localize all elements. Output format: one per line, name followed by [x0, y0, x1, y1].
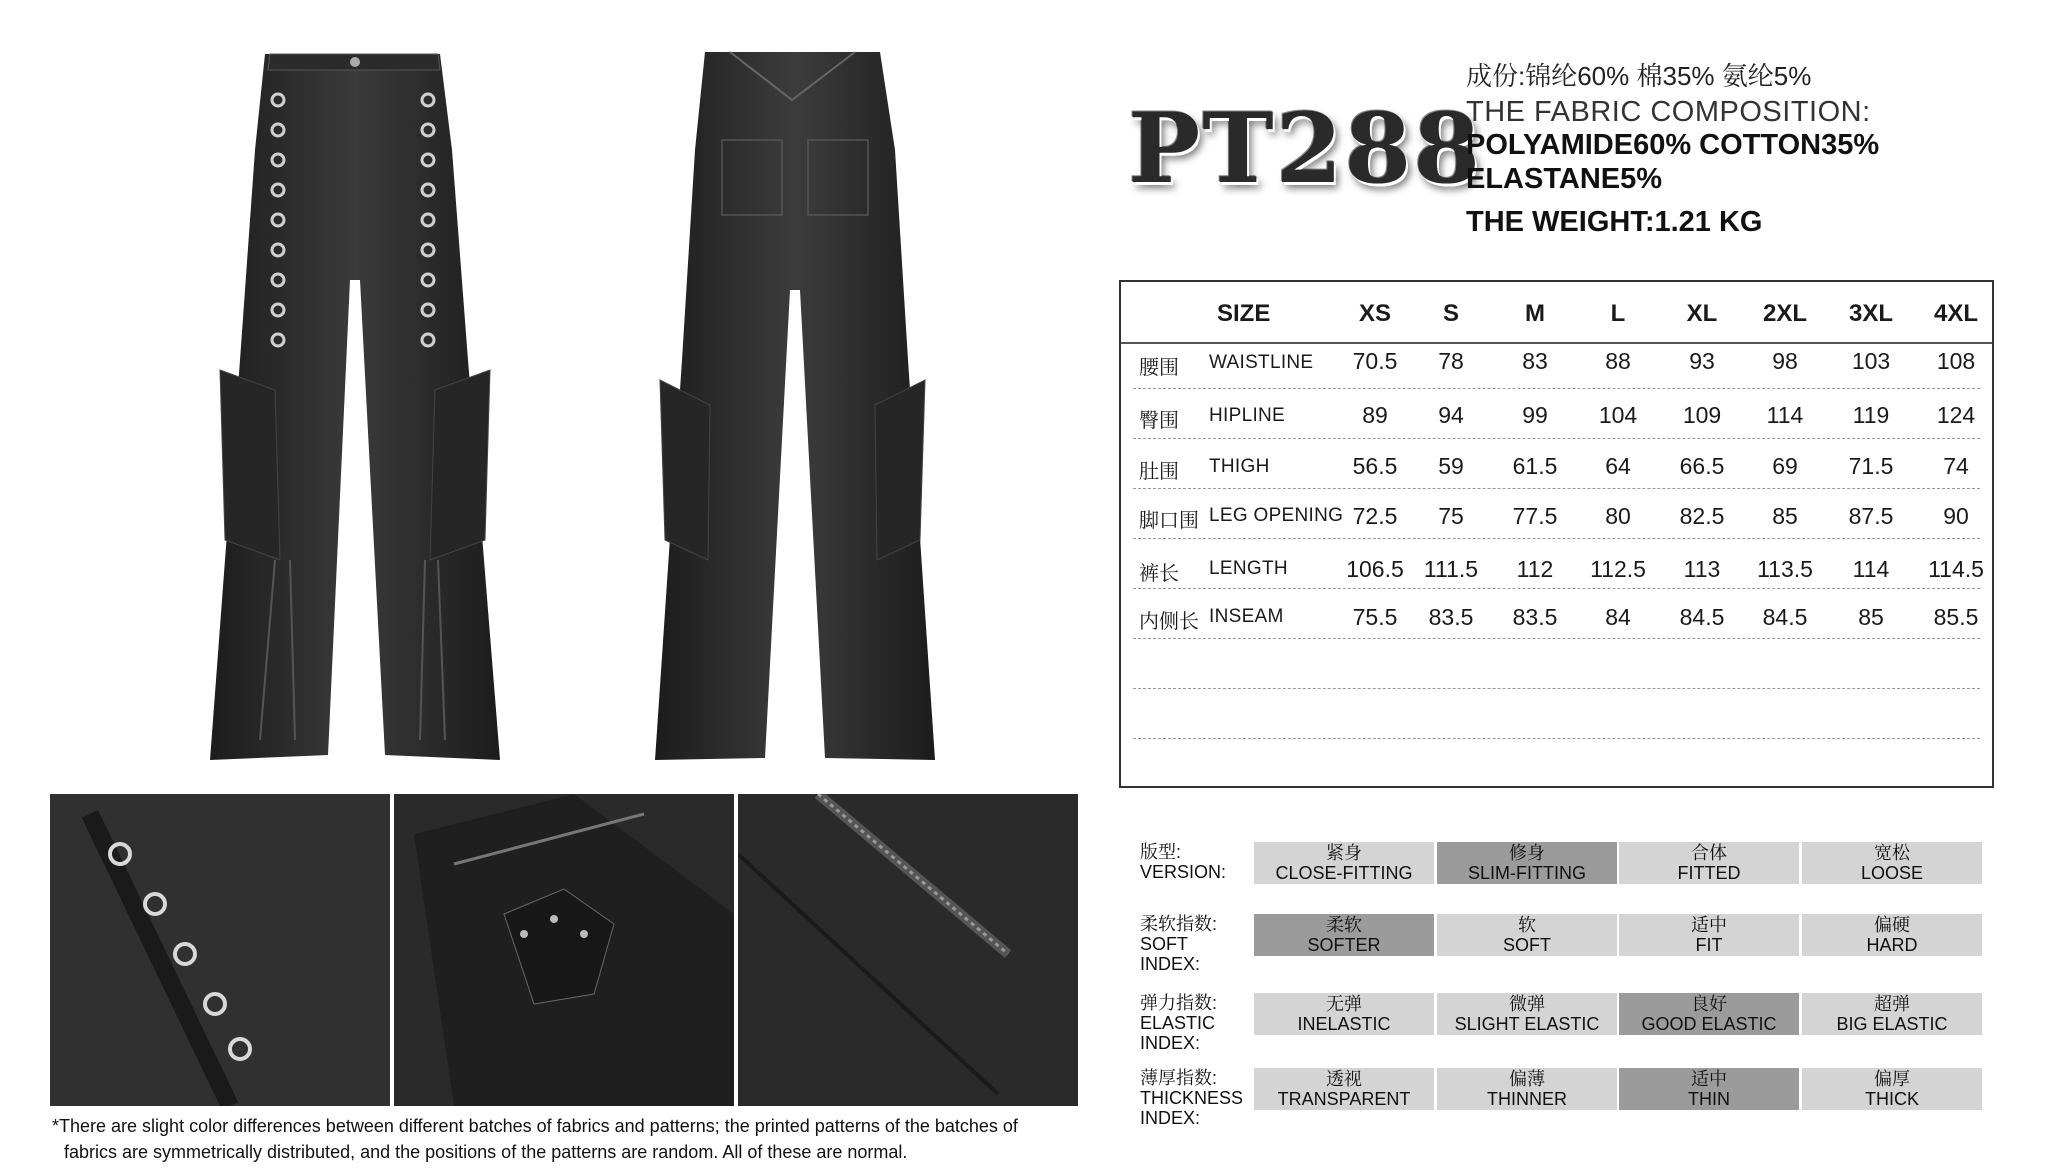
row-label-en: HIPLINE — [1209, 405, 1286, 426]
option-good-elastic — [1619, 993, 1799, 1035]
table-cell: 61.5 — [1512, 453, 1558, 479]
option-cn: 偏厚 — [1874, 1069, 1910, 1089]
row-divider — [1133, 438, 1980, 439]
feature-label-cn: 弹力指数: — [1140, 993, 1218, 1013]
option-en: FIT — [1695, 935, 1723, 955]
composition-label: THE FABRIC COMPOSITION: — [1466, 96, 1871, 128]
table-cell: 74 — [1943, 453, 1969, 479]
table-cell: 80 — [1605, 503, 1631, 529]
option-soft — [1437, 914, 1617, 956]
table-cell: 59 — [1438, 453, 1464, 479]
table-cell: 56.5 — [1352, 453, 1398, 479]
table-cell: 98 — [1772, 348, 1798, 374]
table-cell: 94 — [1438, 402, 1464, 428]
table-cell: 66.5 — [1679, 453, 1725, 479]
product-code: PT288 — [1128, 92, 1483, 205]
row-divider — [1133, 388, 1980, 389]
table-cell: 85 — [1858, 604, 1884, 630]
option-cn: 超弹 — [1874, 994, 1910, 1014]
row-label-cn: 裤长 — [1139, 563, 1179, 585]
table-cell: 70.5 — [1352, 348, 1398, 374]
table-cell: 112 — [1516, 556, 1554, 582]
option-slim-fitting — [1437, 842, 1617, 884]
table-cell: 78 — [1438, 348, 1464, 374]
table-cell: 88 — [1605, 348, 1631, 374]
option-en: TRANSPARENT — [1277, 1089, 1411, 1109]
back-view-photo — [650, 40, 960, 760]
table-cell: 114.5 — [1928, 556, 1984, 582]
table-cell: 85.5 — [1933, 604, 1979, 630]
option-en: CLOSE-FITTING — [1275, 863, 1413, 883]
note-line-2: fabrics are symmetrically distributed, and the positions of the patterns are random. All of these are normal. — [64, 1142, 908, 1162]
composition-values — [1466, 128, 1986, 196]
table-cell: 112.5 — [1590, 556, 1646, 582]
table-cell: 109 — [1682, 402, 1722, 428]
table-cell: 83.5 — [1428, 604, 1474, 630]
composition-line-1: POLYAMIDE60% COTTON35% — [1466, 129, 1880, 161]
table-cell: 89 — [1362, 402, 1388, 428]
table-cell: 113 — [1683, 556, 1721, 582]
option-fit — [1619, 914, 1799, 956]
size-l: L — [1610, 300, 1626, 327]
table-cell: 99 — [1522, 402, 1548, 428]
table-cell: 71.5 — [1848, 453, 1894, 479]
table-cell: 104 — [1598, 402, 1638, 428]
table-cell: 113.5 — [1757, 556, 1813, 582]
size-xs: XS — [1358, 300, 1391, 327]
feature-label — [1140, 1068, 1243, 1128]
table-cell: 72.5 — [1352, 503, 1398, 529]
table-cell: 108 — [1936, 348, 1976, 374]
option-cn: 适中 — [1691, 1069, 1727, 1089]
row-divider — [1133, 588, 1980, 589]
option-cn: 软 — [1518, 915, 1536, 935]
feature-label — [1140, 914, 1217, 974]
pants-back-image — [650, 40, 960, 760]
table-cell: 124 — [1936, 402, 1976, 428]
detail-photo-pocket — [394, 794, 734, 1106]
feature-label-en: SOFT — [1140, 934, 1188, 954]
feature-label-en: INDEX: — [1140, 1108, 1201, 1128]
row-divider — [1133, 538, 1980, 539]
table-cell: 114 — [1852, 556, 1890, 582]
option-cn: 无弹 — [1326, 994, 1362, 1014]
feature-label-en: THICKNESS — [1140, 1088, 1244, 1108]
option-en: SLIM-FITTING — [1468, 863, 1586, 883]
table-cell: 119 — [1852, 402, 1890, 428]
row-divider — [1133, 738, 1980, 739]
option-cn: 修身 — [1509, 843, 1545, 863]
feature-label — [1140, 842, 1226, 882]
row-label-en: LENGTH — [1209, 558, 1288, 579]
table-cell: 69 — [1772, 453, 1798, 479]
option-en: GOOD ELASTIC — [1641, 1014, 1777, 1034]
option-loose — [1802, 842, 1982, 884]
option-en: SLIGHT ELASTIC — [1454, 1014, 1600, 1034]
size-xl: XL — [1686, 300, 1718, 327]
feature-label-en: INDEX: — [1140, 1033, 1201, 1053]
table-cell: 84 — [1605, 604, 1631, 630]
size-m: M — [1525, 300, 1545, 327]
option-en: LOOSE — [1860, 863, 1924, 883]
row-divider — [1133, 638, 1980, 639]
row-label-cn: 腰围 — [1139, 357, 1179, 379]
option-cn: 紧身 — [1326, 843, 1362, 863]
table-cell: 106.5 — [1346, 556, 1404, 582]
pocket-detail-image — [394, 794, 734, 1106]
feature-label-en: VERSION: — [1140, 862, 1227, 882]
feature-label — [1140, 993, 1217, 1053]
feature-label-cn: 柔软指数: — [1140, 914, 1218, 934]
option-cn: 微弹 — [1509, 994, 1545, 1014]
composition-chinese: 成份:锦纶60% 棉35% 氨纶5% — [1466, 61, 1812, 91]
option-transparent — [1254, 1068, 1434, 1110]
row-label-en: INSEAM — [1209, 606, 1284, 627]
table-cell: 75.5 — [1352, 604, 1398, 630]
table-cell: 77.5 — [1512, 503, 1558, 529]
table-cell: 85 — [1772, 503, 1798, 529]
row-label-cn: 肚围 — [1139, 461, 1179, 483]
front-view-photo — [200, 40, 510, 760]
detail-photo-zipper — [738, 794, 1078, 1106]
row-divider — [1133, 488, 1980, 489]
table-cell: 82.5 — [1679, 503, 1725, 529]
option-en: THINNER — [1487, 1089, 1567, 1109]
table-cell: 84.5 — [1679, 604, 1725, 630]
ring-detail-image — [50, 794, 390, 1106]
option-en: FITTED — [1677, 863, 1741, 883]
option-thinner — [1437, 1068, 1617, 1110]
row-label-cn: 脚口围 — [1139, 510, 1199, 532]
size-header-label: SIZE — [1217, 300, 1271, 327]
feature-label-cn: 版型: — [1140, 842, 1182, 862]
size-2xl: 2XL — [1762, 300, 1807, 327]
option-hard — [1802, 914, 1982, 956]
row-label-cn: 臀围 — [1139, 410, 1179, 432]
option-softer — [1254, 914, 1434, 956]
option-en: BIG ELASTIC — [1836, 1014, 1948, 1034]
option-cn: 透视 — [1326, 1069, 1362, 1089]
size-s: S — [1442, 300, 1459, 327]
size-chart-header — [1121, 282, 1992, 344]
row-label-en: THIGH — [1209, 456, 1270, 477]
table-cell: 83.5 — [1512, 604, 1558, 630]
option-thin — [1619, 1068, 1799, 1110]
table-cell: 114 — [1766, 402, 1804, 428]
option-cn: 良好 — [1691, 994, 1727, 1014]
option-cn: 合体 — [1691, 843, 1727, 863]
option-en: HARD — [1866, 935, 1918, 955]
option-slight-elastic — [1437, 993, 1617, 1035]
option-en: THIN — [1688, 1089, 1730, 1109]
table-cell: 93 — [1689, 348, 1715, 374]
row-divider — [1133, 688, 1980, 689]
size-4xl: 4XL — [1933, 300, 1978, 327]
option-big-elastic — [1802, 993, 1982, 1035]
option-thick — [1802, 1068, 1982, 1110]
option-cn: 适中 — [1691, 915, 1727, 935]
option-fitted — [1619, 842, 1799, 884]
zipper-detail-image — [738, 794, 1078, 1106]
option-en: SOFT — [1503, 935, 1551, 955]
option-en: THICK — [1865, 1089, 1919, 1109]
option-en: SOFTER — [1307, 935, 1381, 955]
table-cell: 75 — [1438, 503, 1464, 529]
option-inelastic — [1254, 993, 1434, 1035]
pants-front-image — [200, 40, 510, 760]
option-cn: 柔软 — [1326, 915, 1362, 935]
feature-label-en: ELASTIC — [1140, 1013, 1216, 1033]
detail-photo-rings — [50, 794, 390, 1106]
table-cell: 83 — [1522, 348, 1548, 374]
size-chart — [1119, 280, 1994, 788]
row-label-cn: 内侧长 — [1139, 611, 1199, 633]
option-cn: 宽松 — [1874, 843, 1910, 863]
feature-label-en: INDEX: — [1140, 954, 1201, 974]
table-cell: 103 — [1851, 348, 1891, 374]
table-cell: 87.5 — [1848, 503, 1894, 529]
row-label-en: WAISTLINE — [1209, 352, 1314, 373]
table-cell: 64 — [1605, 453, 1631, 479]
composition-line-2: ELASTANE5% — [1466, 163, 1663, 195]
note-line-1: *There are slight color differences between different batches of fabrics and patterns; the printed patterns of the batches of — [52, 1116, 1018, 1136]
option-cn: 偏薄 — [1509, 1069, 1545, 1089]
table-cell: 84.5 — [1762, 604, 1808, 630]
size-3xl: 3XL — [1848, 300, 1893, 327]
option-en: INELASTIC — [1297, 1014, 1391, 1034]
table-cell: 111.5 — [1423, 556, 1479, 582]
table-cell: 90 — [1943, 503, 1969, 529]
row-label-en: LEG OPENING — [1209, 505, 1344, 526]
option-close-fitting — [1254, 842, 1434, 884]
product-weight: THE WEIGHT:1.21 KG — [1466, 206, 1763, 238]
feature-label-cn: 薄厚指数: — [1140, 1068, 1218, 1088]
option-cn: 偏硬 — [1874, 915, 1910, 935]
color-difference-note — [52, 1113, 1112, 1165]
